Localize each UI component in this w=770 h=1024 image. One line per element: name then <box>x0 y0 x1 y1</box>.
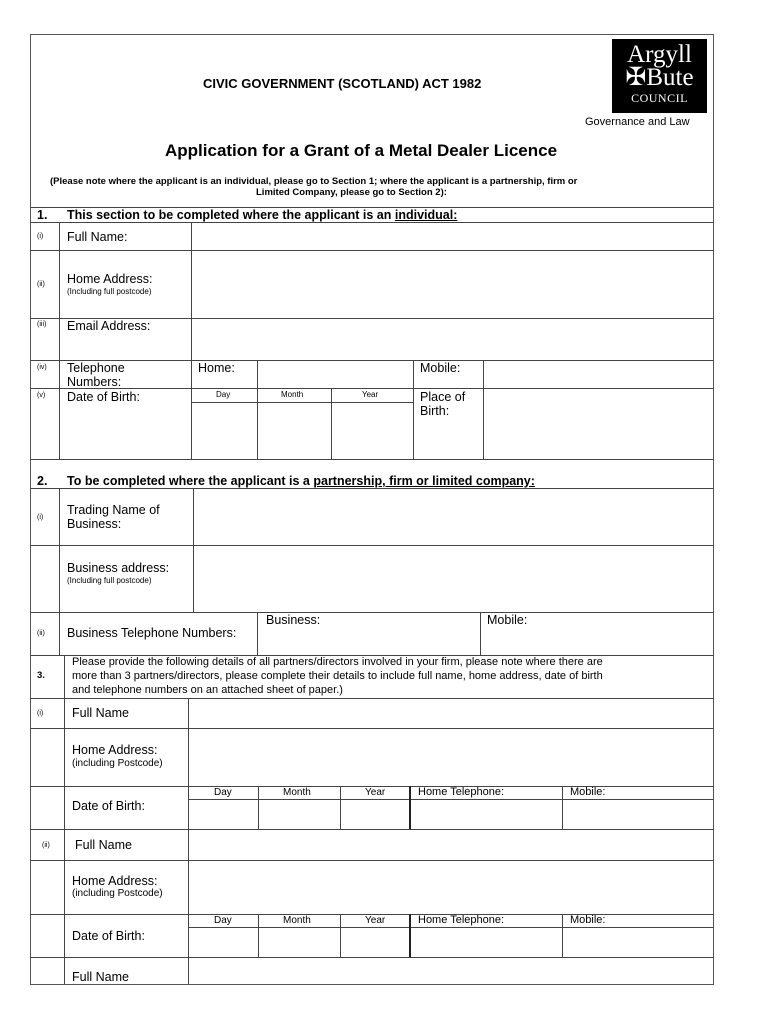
partner-1-full-name-label: Full Name <box>72 706 129 720</box>
council-logo <box>612 39 707 113</box>
business-address-field[interactable] <box>194 546 713 611</box>
partner-2-full-name-field[interactable] <box>189 830 713 859</box>
row-number: (ii) <box>37 630 45 637</box>
partner-2-mobile-field[interactable] <box>563 928 713 956</box>
business-telephone-label: Business Telephone Numbers: <box>67 626 237 640</box>
partner-1-full-name-field[interactable] <box>189 699 713 727</box>
partner-2-home-address-hint: (including Postcode) <box>72 888 163 899</box>
partner-1-home-address-hint: (including Postcode) <box>72 758 163 769</box>
logo-line-1: Argyll <box>627 41 692 68</box>
partner-1-dob-year-label: Year <box>365 787 386 798</box>
divider <box>30 459 714 460</box>
row-number: (i) <box>37 710 44 717</box>
section-3-text-line-2: more than 3 partners/directors, please complete their details to include full name, home address, date of birth <box>72 670 603 682</box>
partner-2-dob-month-label: Month <box>283 915 311 926</box>
email-address-field[interactable] <box>192 319 713 360</box>
section-3-text-line-1: Please provide the following details of all partners/directors involved in your firm, please note where there are <box>72 656 603 668</box>
partner-1-home-telephone-field[interactable] <box>411 800 561 828</box>
business-mobile-label: Mobile: <box>487 613 528 627</box>
department-label: Governance and Law <box>585 116 690 128</box>
partner-3-full-name-field[interactable] <box>189 958 713 984</box>
act-title: CIVIC GOVERNMENT (SCOTLAND) ACT 1982 <box>203 76 482 91</box>
partner-1-dob-day-field[interactable] <box>189 800 257 828</box>
partner-2-home-telephone-label: Home Telephone: <box>418 914 505 926</box>
logo-line-3: COUNCIL <box>631 91 688 105</box>
logo-line-2: ✠Bute <box>625 64 694 91</box>
mobile-phone-label: Mobile: <box>420 361 461 375</box>
full-name-field[interactable] <box>192 223 713 250</box>
partner-2-home-address-field[interactable] <box>189 861 713 913</box>
partner-1-dob-label: Date of Birth: <box>72 799 145 813</box>
partner-1-home-address-field[interactable] <box>189 729 713 785</box>
business-address-label: Business address: <box>67 561 170 575</box>
instruction-note-line-1: (Please note where the applicant is an individual, please go to Section 1; where the applicant is a partnership, firm or <box>50 176 578 187</box>
section-1-heading: This section to be completed where the applicant is an individual: <box>67 208 458 222</box>
dob-year-label: Year <box>362 390 379 399</box>
divider <box>64 655 65 698</box>
partner-1-dob-day-label: Day <box>214 787 232 798</box>
trading-name-label-line-2: Business: <box>67 517 122 531</box>
row-number: (iv) <box>37 364 47 371</box>
place-of-birth-field[interactable] <box>484 389 713 458</box>
mobile-phone-field[interactable] <box>484 361 713 388</box>
partner-2-home-address-label: Home Address: <box>72 874 158 888</box>
partner-3-full-name-label: Full Name <box>72 970 129 984</box>
partner-2-dob-year-label: Year <box>365 915 386 926</box>
partner-2-dob-year-field[interactable] <box>341 928 408 956</box>
place-of-birth-label-line-2: Birth: <box>420 404 450 418</box>
instruction-note-line-2: Limited Company, please go to Section 2): <box>256 187 447 198</box>
row-number: (i) <box>37 233 44 240</box>
section-1-number: 1. <box>37 208 48 222</box>
home-address-label: Home Address: <box>67 272 153 286</box>
partner-2-mobile-label: Mobile: <box>570 914 606 926</box>
section-2-heading: To be completed where the applicant is a partnership, firm or limited company: <box>67 474 535 488</box>
row-number: (v) <box>37 392 46 399</box>
partner-1-dob-year-field[interactable] <box>341 800 408 828</box>
home-phone-label: Home: <box>198 361 235 375</box>
row-number: (iii) <box>37 321 47 328</box>
section-3-number: 3. <box>37 670 45 681</box>
trading-name-field[interactable] <box>194 489 713 544</box>
partner-1-dob-month-label: Month <box>283 787 311 798</box>
business-address-hint: (Including full postcode) <box>67 576 152 585</box>
row-number: (ii) <box>37 281 45 288</box>
partner-1-home-telephone-label: Home Telephone: <box>418 786 505 798</box>
partner-2-dob-day-label: Day <box>214 915 232 926</box>
partner-1-mobile-label: Mobile: <box>570 786 606 798</box>
dob-month-label: Month <box>281 390 304 399</box>
business-phone-field[interactable] <box>258 613 480 654</box>
telephone-numbers-label-line-2: Numbers: <box>67 375 122 389</box>
dob-day-label: Day <box>216 390 231 399</box>
row-number: (ii) <box>42 842 50 849</box>
partner-1-home-address-label: Home Address: <box>72 743 158 757</box>
partner-1-dob-month-field[interactable] <box>259 800 339 828</box>
telephone-numbers-label-line-1: Telephone <box>67 361 125 375</box>
partner-1-mobile-field[interactable] <box>563 800 713 828</box>
dob-year-field[interactable] <box>332 403 412 458</box>
partner-2-home-telephone-field[interactable] <box>411 928 561 956</box>
form-title: Application for a Grant of a Metal Dealer Licence <box>165 141 558 160</box>
date-of-birth-label: Date of Birth: <box>67 390 140 404</box>
partner-2-dob-day-field[interactable] <box>189 928 257 956</box>
trading-name-label-line-1: Trading Name of <box>67 503 160 517</box>
divider <box>59 488 60 655</box>
partner-2-dob-month-field[interactable] <box>259 928 339 956</box>
business-phone-label: Business: <box>266 613 321 627</box>
full-name-label: Full Name: <box>67 230 128 244</box>
row-number: (i) <box>37 514 44 521</box>
home-phone-field[interactable] <box>258 361 413 388</box>
divider <box>413 360 414 459</box>
section-2-number: 2. <box>37 474 48 488</box>
place-of-birth-label-line-1: Place of <box>420 390 466 404</box>
home-address-hint: (Including full postcode) <box>67 287 152 296</box>
divider <box>59 222 60 459</box>
dob-day-field[interactable] <box>192 403 257 458</box>
partner-2-dob-label: Date of Birth: <box>72 929 145 943</box>
home-address-field[interactable] <box>192 251 713 317</box>
email-address-label: Email Address: <box>67 319 151 333</box>
business-mobile-field[interactable] <box>481 613 713 654</box>
divider <box>64 698 65 984</box>
section-3-text-line-3: and telephone numbers on an attached sheet of paper.) <box>72 684 343 696</box>
partner-2-full-name-label: Full Name <box>75 838 132 852</box>
dob-month-field[interactable] <box>258 403 330 458</box>
